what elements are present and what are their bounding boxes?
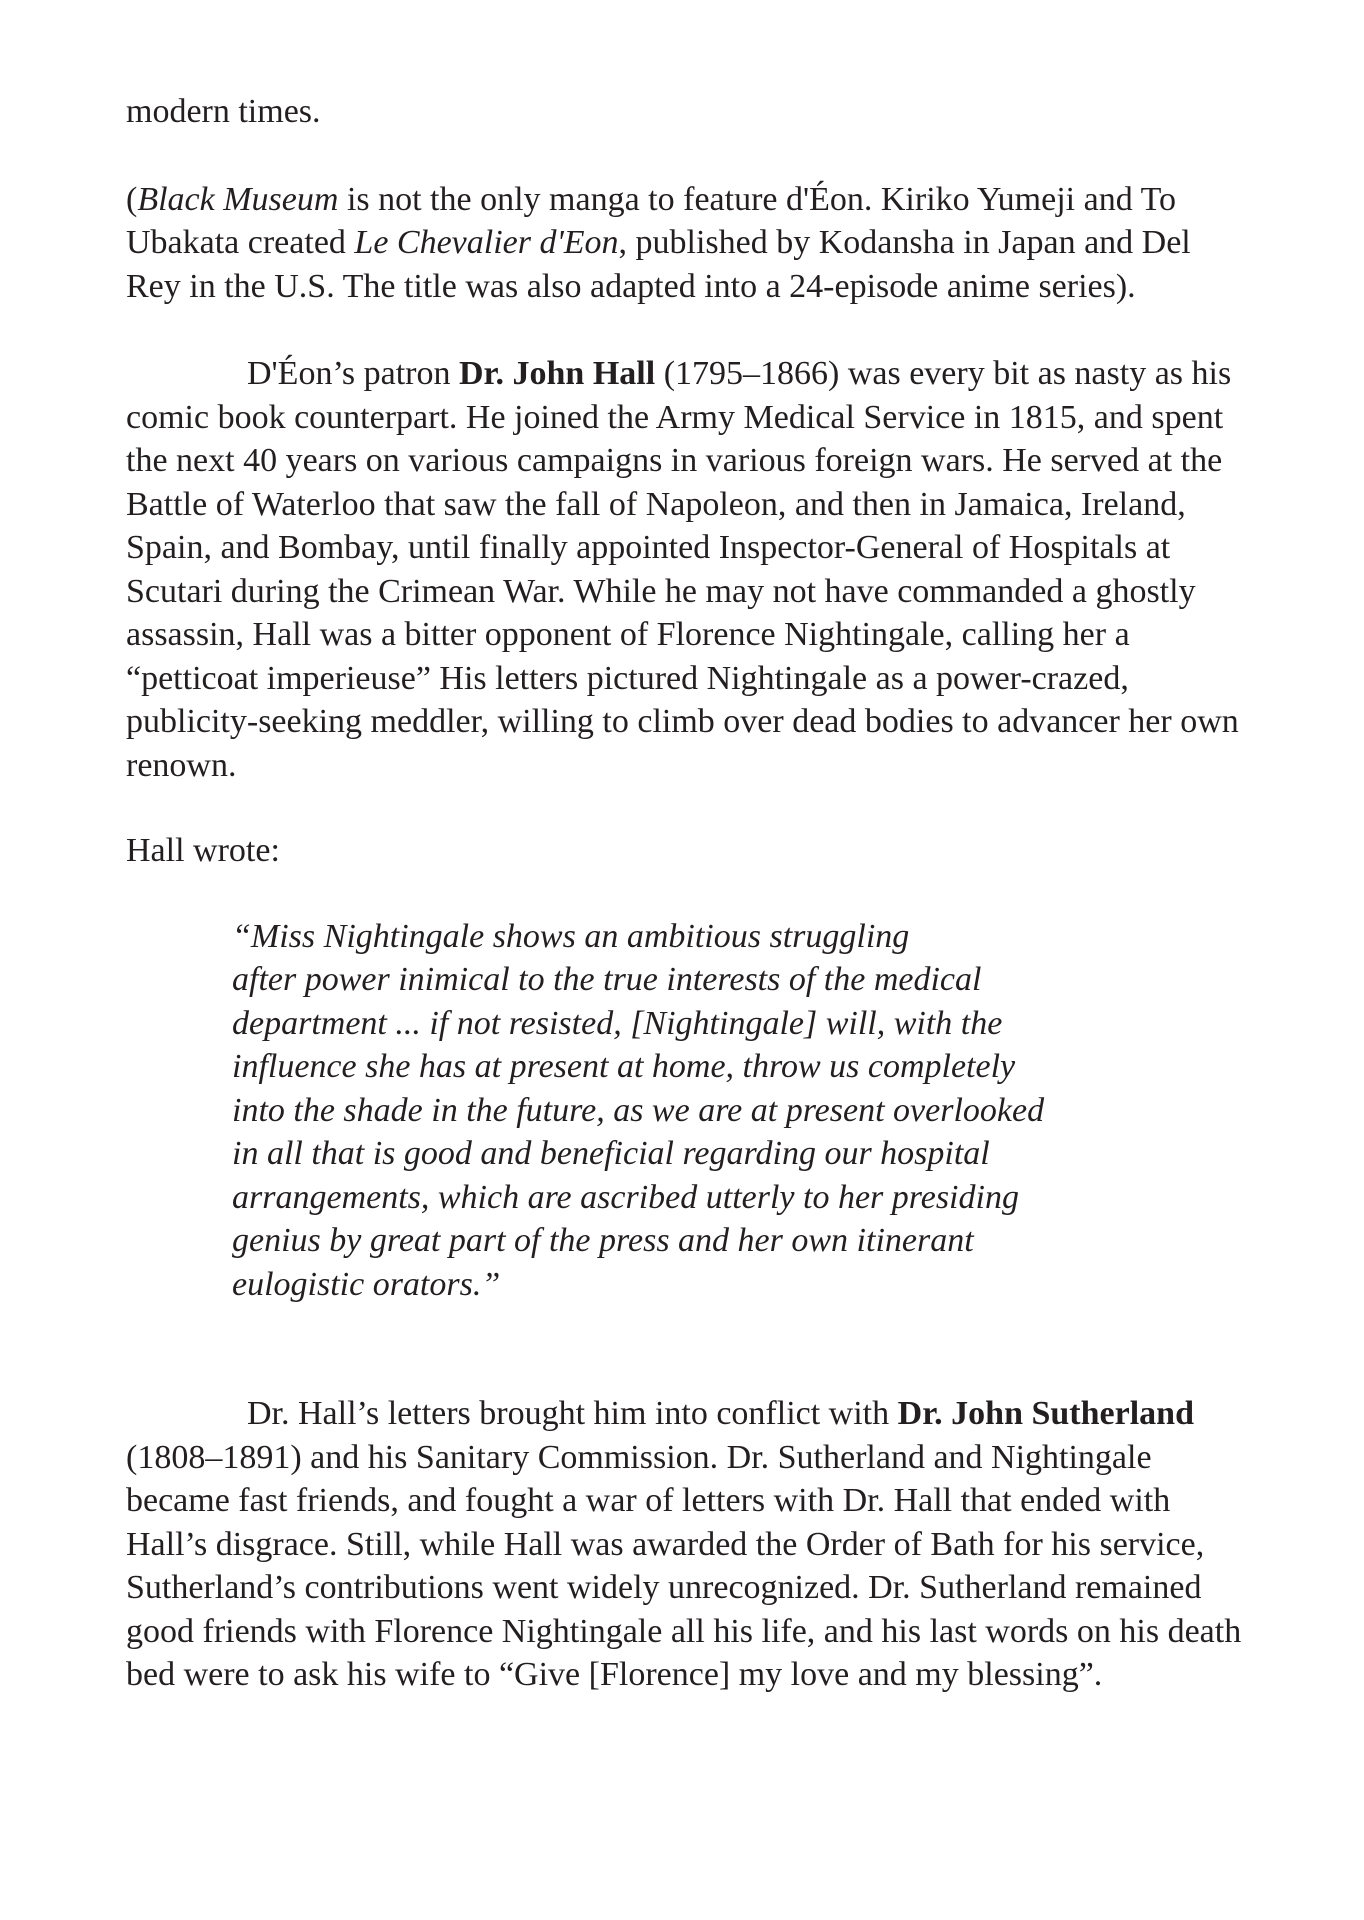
paragraph-text: , published by Kodansha in Japan and Del Rey in the U.S. The title was also adapted into a 24-episode anime series). bbox=[126, 224, 1191, 305]
quote-line: genius by great part of the press and her own itinerant bbox=[232, 1222, 974, 1259]
paragraph-text: (1808–1891) and his Sanitary Commission. Dr. Sutherland and Nightingale became fast friends, and fought a war of letters with Dr. Hall that ended with Hall’s disgrace. Still, while Hall was awarded the Order of Bath for his service, Sutherland’s contributions went widely unrecognized. Dr. Sutherland remained good friends with Florence Nightingale all his life, and his last words on his death bed were to ask his wife to “Give [Florence] my love and my blessing”. bbox=[126, 1438, 1242, 1693]
quote-line: in all that is good and beneficial regarding our hospital bbox=[232, 1135, 990, 1172]
paragraph-text: modern times. bbox=[126, 93, 321, 130]
name-john-sutherland: Dr. John Sutherland bbox=[897, 1395, 1194, 1432]
paragraph-text: D'Éon’s patron bbox=[247, 355, 459, 392]
paragraph-gap bbox=[126, 787, 1246, 829]
quote-line: influence she has at present at home, throw us completely bbox=[232, 1048, 1016, 1085]
paragraph-hall-wrote bbox=[126, 829, 1246, 873]
open-paren: ( bbox=[126, 180, 138, 218]
paragraph-gap bbox=[126, 873, 1246, 915]
quote-line: “Miss Nightingale shows an ambitious struggling bbox=[232, 917, 910, 955]
quote-line: eulogistic orators.” bbox=[232, 1265, 501, 1303]
quote-line: after power inimical to the true interests of the medical bbox=[232, 961, 982, 998]
title-black-museum: Black Museum bbox=[137, 180, 339, 218]
paragraph-gap bbox=[126, 134, 1246, 178]
paragraph-john-hall bbox=[126, 352, 1246, 787]
paragraph-gap bbox=[126, 308, 1246, 352]
paragraph-text: Hall wrote: bbox=[126, 832, 280, 869]
paragraph-black-museum bbox=[126, 178, 1246, 309]
block-quote bbox=[232, 915, 1182, 1307]
quote-line: department ... if not resisted, [Nightingale] will, with the bbox=[232, 1004, 1003, 1042]
paragraph-modern-times bbox=[126, 90, 1246, 134]
paragraph-text: (1795–1866) was every bit as nasty as his comic book counterpart. He joined the Army Medical Service in 1815, and spent the next 40 years on various campaigns in various foreign wars. He served at the Battle of Waterloo that saw the fall of Napoleon, and then in Jamaica, Ireland, Spain, and Bombay, until finally appointed Inspector-General of Hospitals at Scutari during the Crimean War. While he may not have commanded a ghostly assassin, Hall was a bitter opponent of Florence Nightingale, calling her a “petticoat imperieuse” His letters pictured Nightingale as a power-crazed, publicity-seeking meddler, willing to climb over dead bodies to advancer her own renown. bbox=[126, 355, 1239, 784]
title-le-chevalier: Le Chevalier d'Eon bbox=[354, 224, 619, 261]
paragraph-text: Dr. Hall’s letters brought him into conflict with bbox=[247, 1395, 898, 1432]
document-page bbox=[126, 90, 1246, 1697]
quote-line: into the shade in the future, as we are at present overlooked bbox=[232, 1091, 1045, 1129]
quote-line: arrangements, which are ascribed utterly to her presiding bbox=[232, 1178, 1019, 1216]
name-john-hall: Dr. John Hall bbox=[459, 355, 656, 392]
paragraph-text: is not the only manga to feature d'Éon. Kiriko Yumeji and To Ubakata created bbox=[126, 180, 1176, 261]
paragraph-sutherland bbox=[126, 1392, 1246, 1697]
paragraph-gap bbox=[126, 1306, 1246, 1392]
